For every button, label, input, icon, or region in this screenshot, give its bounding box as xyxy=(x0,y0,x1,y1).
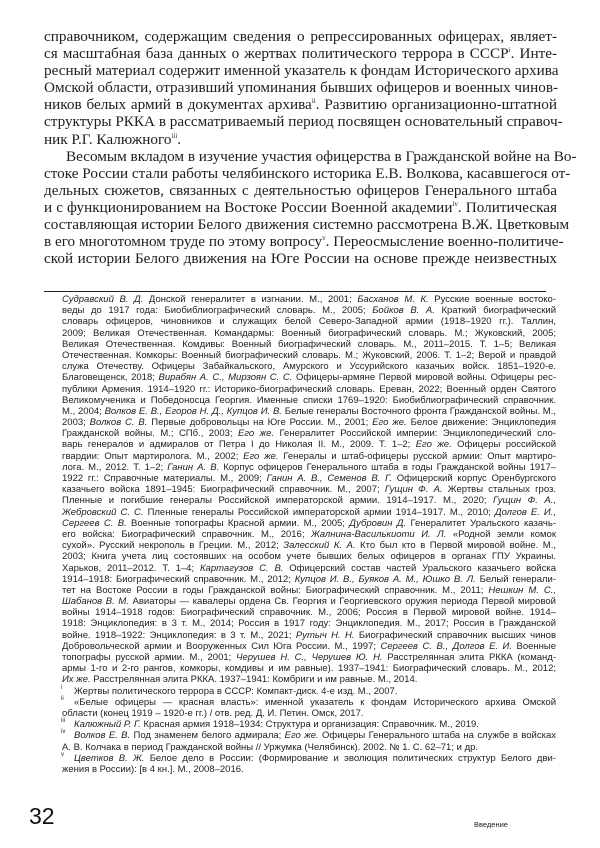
text-run: составляющая истории Белого движения системно рассмотрена В.Ж. Цветковым xyxy=(44,216,570,234)
text-run: Великая Отечественная. Комдивы: Военный биографический словарь. М., 2011–2015. Т. 1–5; Великая xyxy=(62,338,556,350)
text-run: 2009; Великая Отечественная. Командармы: Военный биографический словарь. М.; Жуковский, 2005; xyxy=(62,327,556,339)
text-line xyxy=(62,719,556,730)
text-line xyxy=(62,641,556,652)
text-line xyxy=(62,764,556,775)
text-run: Генералитет Российской империи: Энциклопедический сло- xyxy=(274,428,556,440)
paragraph xyxy=(44,28,563,148)
text-run: войны 1914–1918 годов: Биографический справочник. М., 2006; Россия в Первой мировой войне. 1914– xyxy=(62,607,556,619)
text-run: жения в России): [в 4 кн.]. М., 2008–2016. xyxy=(62,763,244,775)
text-run: «Белые офицеры — красная власть»: именной указатель к фондам Исторического архива Омской xyxy=(74,696,556,708)
text-line xyxy=(44,164,571,182)
text-line xyxy=(62,607,556,618)
text-line xyxy=(44,131,557,148)
footnote-marker: ii xyxy=(61,695,64,702)
author-name: Ганин А. В., Семенов В. Г. xyxy=(266,473,392,484)
text-line xyxy=(62,742,556,753)
author-name: Его же. xyxy=(372,417,407,429)
text-run: Благовещенск, 2018; xyxy=(62,372,159,384)
paragraph xyxy=(44,147,577,268)
text-run: Краткий биографический xyxy=(434,305,557,317)
text-run: Гражданской войны. М.; СПб., 2003; xyxy=(62,428,239,440)
author-name: Их же. xyxy=(62,674,91,686)
footnote-separator xyxy=(44,291,546,292)
text-run: Жертвы политического террора в СССР: Компакт-диск. 4-е изд. М., 2007. xyxy=(74,685,398,697)
text-run: Офицеры-армяне Первой мировой войны. Офицеры рес- xyxy=(292,372,556,384)
text-run: в его многотомном труде по этому вопросу xyxy=(44,233,323,251)
text-run: гвардии: Опыт мартиролога. М., 2002; xyxy=(62,450,244,462)
text-run: топографы русской армии. М., 2001; xyxy=(62,652,237,663)
footnote xyxy=(62,753,556,775)
text-line xyxy=(62,462,556,473)
author-name: Нешкин М. С., xyxy=(488,584,557,596)
author-name: Гущин Ф. А., xyxy=(493,495,556,507)
text-line xyxy=(44,113,563,131)
text-run: варь генералов и адмиралов от Петра I до Николая II. М., 2009. Т. 1–2; xyxy=(62,439,416,451)
footnote-marker: i xyxy=(61,684,63,691)
text-run: Отечественная. Комкоры: Военный биографический словарь. М.; Жуковский, 2006. Т. 1–2; Верой и правдой xyxy=(62,349,556,361)
author-name: Жалнина-Василькиоти И. Л. xyxy=(311,528,447,540)
author-name: Рутыч Н. Н. xyxy=(295,629,355,641)
text-run: его войска: Биографический справочник. М., 2016; xyxy=(62,528,312,540)
text-line xyxy=(62,305,556,316)
text-line xyxy=(44,182,557,199)
text-run: области (конец 1919 – 1920-е гг.) / отв. ред. Д. И. Петин. Омск, 2017. xyxy=(62,707,364,719)
text-line xyxy=(62,451,556,462)
text-run: Генералитет Уральского казачь- xyxy=(406,517,556,529)
text-line xyxy=(62,753,556,764)
text-line xyxy=(44,79,557,96)
author-name: Его же. xyxy=(415,439,452,451)
main-text xyxy=(44,28,577,268)
text-line xyxy=(62,372,556,383)
footnote xyxy=(62,719,556,730)
text-line xyxy=(62,339,556,350)
footnote-reference: iii xyxy=(171,131,178,140)
author-name: Его же. xyxy=(243,450,279,462)
footnote xyxy=(62,730,556,752)
author-name: Залесский К. А. xyxy=(283,540,356,552)
text-run: 1914–1918: Биографический справочник. М., 2012; xyxy=(62,573,295,585)
text-line xyxy=(44,250,557,267)
text-line xyxy=(62,361,556,372)
text-line xyxy=(62,406,556,417)
text-run: Первые добровольцы на Юге России. М., 2001; xyxy=(147,417,373,429)
footnote-marker: iii xyxy=(61,718,65,725)
text-line xyxy=(62,350,556,361)
footnotes xyxy=(62,294,556,775)
footnote-marker: v xyxy=(61,751,64,758)
text-line xyxy=(62,663,556,674)
text-run: армы 1-го и 2-го рангов, комкоры, комдивы и им равные). 1937–1941: Биографический словарь. М., 2012; xyxy=(62,663,556,675)
text-line xyxy=(62,473,556,484)
text-line xyxy=(62,328,556,339)
text-run: ресный материал содержит именной указатель к фондам Исторического архива xyxy=(44,62,559,80)
text-line xyxy=(62,674,556,685)
text-run: Пленные и погибшие генералы Российской императорской армии. 1914–1917. М., 2020; xyxy=(62,495,494,507)
text-run: сухой». Русский некрополь в Греции. М., 2012; xyxy=(62,540,284,552)
text-line xyxy=(62,574,556,585)
text-run: Офицеры Генерального штаба на службе в войсках xyxy=(318,730,556,742)
text-run: служа Отечеству. Офицеры Забайкальского, Амурского и Уссурийского казачьих войск. 1851–1920-е. xyxy=(62,361,556,373)
text-line xyxy=(62,652,556,663)
text-line xyxy=(62,618,556,629)
text-line xyxy=(44,233,564,251)
text-run: ся масштабная база данных о жертвах политического террора в СССР xyxy=(44,45,509,63)
text-run: структуры РККА в рассматриваемый период посвящен основательный справоч- xyxy=(44,113,563,131)
text-line xyxy=(44,216,570,234)
text-run: Русские военные востоко- xyxy=(428,294,556,305)
footnote-reference: v xyxy=(322,234,326,243)
text-run: А. В. Колчака в период Гражданской войны // Уржумка (Челябинск). 2002. № 1. С. 62–71; и др. xyxy=(62,741,479,753)
text-line xyxy=(62,730,556,741)
author-name: Долгов Е. И., xyxy=(494,506,556,518)
text-run: словарь офицеров, чиновников и служащих белой Северо-Западной армии (1918–1920 гг.). Таллин, xyxy=(62,316,556,328)
author-name: Волков С. В. xyxy=(89,417,148,429)
text-run: Корпус офицеров Генерального штаба в годы Гражданской войны 1917– xyxy=(219,461,557,473)
text-line xyxy=(62,630,556,641)
author-name: Жебровский С. С. xyxy=(62,506,144,518)
text-run: Харьков, 2011–2012. Т. 1–4; xyxy=(62,562,200,574)
text-run: дельных сюжетов, связанных с деятельностью офицеров Генерального штаба xyxy=(44,181,557,199)
text-run: лога. М., 2012. Т. 1–2; xyxy=(62,461,168,473)
author-name: Шабанов В. М. xyxy=(62,596,129,608)
footnote-reference: ii xyxy=(311,97,316,106)
text-line xyxy=(62,596,556,607)
text-run: Красная армия 1918–1934: Структура и организация: Справочник. М., 2019. xyxy=(140,719,479,731)
author-name: Сергеев С. В. xyxy=(62,517,127,529)
footnote-marker: iv xyxy=(61,729,66,736)
text-line xyxy=(62,439,556,450)
text-line xyxy=(62,316,556,327)
text-run: Добровольческой армии и Вооруженных Сил Юга России. М., 1997; xyxy=(62,640,381,652)
author-name: Сергеев С. В., Долгов Е. И. xyxy=(380,640,512,652)
author-name: Судравский В. Д. xyxy=(62,294,144,305)
text-line xyxy=(44,199,557,216)
running-title: Введение xyxy=(474,820,508,829)
text-run: Офицеры российской xyxy=(451,439,557,451)
text-line xyxy=(62,697,556,708)
text-run: Военные топографы Красной армии. М., 2005; xyxy=(126,517,350,529)
text-run: тет на Востоке России в годы Гражданской войны: Биографический справочник. М., 2011; xyxy=(62,584,489,596)
footnote xyxy=(62,697,556,719)
text-run: 2003; xyxy=(62,417,90,429)
footnote xyxy=(62,686,556,697)
text-run: . Политическая xyxy=(457,198,557,216)
text-run: и с функционированием на Востоке России Военной академии xyxy=(44,198,453,216)
text-run: Военные xyxy=(511,640,556,652)
text-run: 1922 гг.: Справочные материалы. М., 2009; xyxy=(62,473,267,484)
footnote-reference: i xyxy=(508,46,511,55)
text-line xyxy=(62,585,556,596)
text-line xyxy=(62,551,556,562)
footnote-continued xyxy=(62,294,556,686)
text-line xyxy=(62,507,556,518)
text-run: веды до 1917 года: Биобиблиографический словарь. М., 2005; xyxy=(62,305,373,317)
text-run: Белый генерали- xyxy=(475,573,556,585)
footnote-reference: iv xyxy=(452,199,458,208)
text-run: . xyxy=(177,130,182,148)
text-run: Белое дело в России: (Формирование и эволюция политических структур Белого дви- xyxy=(144,752,556,764)
text-run: публики Армения. 1914–1920 гг.: Историко-биографический словарь. Ереван, 2022; Военный орден Святого xyxy=(62,383,556,395)
author-name: Картагузов С. В. xyxy=(199,562,284,574)
author-name: Волков Е. В., Егоров Н. Д., Купцов И. В. xyxy=(104,405,282,417)
text-line xyxy=(62,563,556,574)
page-number: 32 xyxy=(29,803,55,829)
text-run: . Инте- xyxy=(510,45,558,63)
text-run: Белые генералы Восточного фронта Гражданской войны. М., xyxy=(281,405,556,417)
text-run: Белое движение: Энциклопедия xyxy=(406,417,556,429)
text-run: Омской области, отразивший упоминания бывших офицеров и военных чинов- xyxy=(44,79,559,97)
text-run: войне. 1918–1922: Энциклопедия: в 3 т. М., 2021; xyxy=(62,629,296,641)
author-name: Его же. xyxy=(284,730,319,742)
text-run: . Переосмысление военно-политиче- xyxy=(325,233,564,251)
text-run: Расстрелянная элита РККА. 1937–1941: Комбриги и им равные. М., 2014. xyxy=(90,674,418,686)
text-run: Весомым вкладом в изучение участия офицерства в Гражданской войне на Во- xyxy=(66,147,577,165)
text-run: ников белых армий в документах архива xyxy=(44,96,312,114)
text-line xyxy=(62,540,556,551)
text-run: Генералы и штаб-офицеры русской армии: Опыт мартиро- xyxy=(278,450,556,462)
text-run: Расстрелянная элита РККА (команд- xyxy=(382,652,556,663)
text-run: ской истории Белого движения на Юге России на основе прежде неизвестных xyxy=(44,250,557,268)
author-name: Черушев Н. С., Черушев Ю. Н. xyxy=(236,652,383,663)
text-line xyxy=(62,294,556,305)
text-run: 1918: Энциклопедия: в 3 т. М., 2014; Россия в 1917 году: Энциклопедия. М., 2017; Россия в Гражданской xyxy=(62,618,556,630)
author-name: Волков Е. В. xyxy=(74,730,131,742)
text-run: Донской генералитет в изгнании. М., 2001; xyxy=(143,294,358,305)
text-run: Биографический справочник высших чинов xyxy=(354,629,556,641)
text-line xyxy=(62,384,556,395)
text-line xyxy=(62,708,556,719)
text-run: Жертвы стальных гроз. xyxy=(442,484,557,496)
text-run: Авиаторы — кавалеры ордена Св. Георгия и Георгиевского оружия периода Первой мировой xyxy=(128,596,556,608)
text-line xyxy=(44,28,557,45)
text-line xyxy=(62,417,556,428)
text-run: Офицерский состав частей Уральского казачьего войска xyxy=(283,562,556,574)
text-line xyxy=(62,495,556,506)
text-run: Великомученика и Победоносца Георгия. Именные списки 1769–1920: Биобиблиографический справочник. xyxy=(62,394,556,406)
text-line xyxy=(44,96,557,113)
author-name: Басханов М. К. xyxy=(357,294,429,305)
author-name: Купцов И. В., Буяков А. М., Юшко В. Л. xyxy=(294,573,476,585)
author-name: Цветков В. Ж. xyxy=(74,752,145,764)
text-line xyxy=(44,45,557,62)
author-name: Бойков В. А. xyxy=(372,305,435,317)
author-name: Вирабян А. С., Мирзоян С. С. xyxy=(158,372,293,384)
text-line xyxy=(62,686,556,697)
text-line xyxy=(62,484,556,495)
text-line xyxy=(62,428,556,439)
author-name: Его же. xyxy=(238,428,275,440)
author-name: Гущин Ф. А. xyxy=(384,484,443,496)
author-name: Ганин А. В. xyxy=(167,461,220,473)
text-run: стоке России стали работы челябинского историка Е.В. Волкова, касавшегося от- xyxy=(44,164,571,182)
text-run: казачьего войска 1891–1945: Биографический справочник. М., 2007; xyxy=(62,484,385,496)
text-run: справочником, содержащим сведения о репрессированных офицерах, являет- xyxy=(44,28,557,45)
text-run: . Развитию организационно-штатной xyxy=(315,96,557,114)
text-line xyxy=(62,395,556,406)
text-line xyxy=(62,518,556,529)
text-line xyxy=(44,62,557,79)
text-line xyxy=(44,147,577,165)
text-run: «Родной земли комок xyxy=(446,528,557,540)
author-name: Калюжный Р. Г. xyxy=(74,719,141,731)
text-run: 2003; Книга учета лиц состоявших на особом учете бывших белых офицеров в органах ГПУ Украины. xyxy=(62,551,556,563)
text-run: ник Р.Г. Калюжного xyxy=(44,130,172,148)
author-name: Дубровин Д. xyxy=(349,517,407,529)
text-run: Кто был кто в Первой мировой войне. М., xyxy=(355,540,556,552)
text-run: Офицерский корпус Оренбургского xyxy=(391,473,556,484)
text-run: М., 2004; xyxy=(62,405,105,417)
text-run: Под знаменем белого адмирала; xyxy=(130,730,285,742)
text-line xyxy=(62,529,556,540)
text-run: Пленные генералы Российской императорской армии 1914–1917. М., 2010; xyxy=(143,506,495,518)
